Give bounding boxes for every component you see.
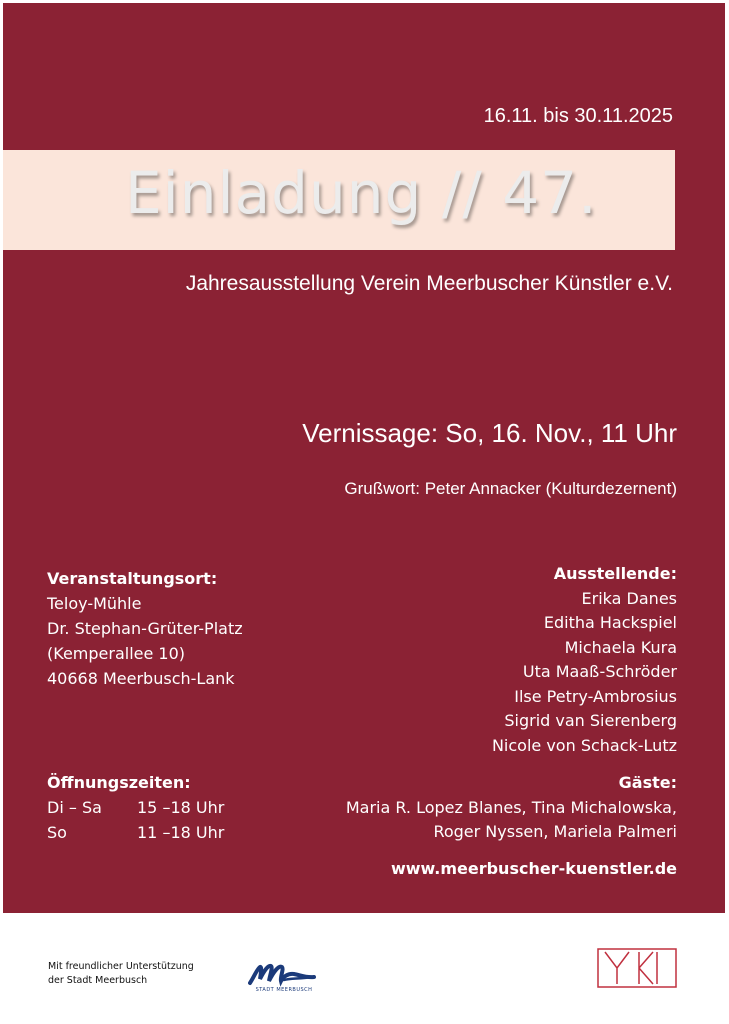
hours-time: 15 –18 Uhr: [137, 798, 225, 817]
opening-hours-block: [47, 770, 224, 845]
support-line: Mit freundlicher Unterstützung: [48, 961, 194, 972]
hours-row: [47, 795, 224, 820]
grusswort-info: Grußwort: Peter Annacker (Kulturdezernent): [344, 479, 677, 498]
exhibitor-name: Erika Danes: [581, 588, 677, 608]
guests-line: Maria R. Lopez Blanes, Tina Michalowska,: [345, 797, 677, 817]
exhibitor-name: Ilse Petry-Ambrosius: [514, 686, 677, 706]
exhibitor-name: Sigrid van Sierenberg: [504, 711, 677, 730]
guests-block: [346, 771, 677, 845]
venue-line: Dr. Stephan-Grüter-Platz: [47, 619, 243, 638]
vmk-logo-icon: [597, 948, 677, 988]
venue-block: [47, 566, 243, 691]
exhibitor-name: Michaela Kura: [564, 637, 677, 657]
vernissage-info: Vernissage: So, 16. Nov., 11 Uhr: [302, 418, 677, 448]
guests-heading: Gäste:: [618, 773, 677, 792]
venue-line: 40668 Meerbusch-Lank: [47, 669, 235, 688]
support-line: der Stadt Meerbusch: [48, 975, 148, 986]
invitation-title: Einladung // 47.: [125, 159, 598, 227]
opening-hours-heading: Öffnungszeiten:: [47, 773, 191, 792]
hours-days: So: [47, 823, 67, 842]
exhibitor-name: Editha Hackspiel: [543, 613, 677, 632]
hours-row: [47, 820, 224, 845]
website-link[interactable]: www.meerbuscher-kuenstler.de: [390, 859, 677, 878]
city-logo-text: STADT MEERBUSCH: [255, 987, 313, 993]
hours-time: 11 –18 Uhr: [137, 823, 225, 842]
guests-line: Roger Nyssen, Mariela Palmeri: [433, 822, 677, 841]
exhibition-dates: 16.11. bis 30.11.2025: [483, 105, 673, 127]
support-note: [48, 960, 194, 988]
venue-line: (Kemperallee 10): [47, 644, 186, 663]
exhibitors-heading: Ausstellende:: [553, 564, 677, 583]
hours-days: Di – Sa: [47, 798, 102, 817]
exhibitor-name: Nicole von Schack-Lutz: [491, 735, 677, 755]
exhibitor-name: Uta Maaß-Schröder: [522, 662, 677, 681]
venue-line: Teloy-Mühle: [47, 594, 142, 613]
venue-heading: Veranstaltungsort:: [47, 569, 218, 588]
exhibitors-block: [492, 562, 677, 758]
exhibition-subtitle: Jahresausstellung Verein Meerbuscher Künstler e.V.: [185, 272, 673, 295]
